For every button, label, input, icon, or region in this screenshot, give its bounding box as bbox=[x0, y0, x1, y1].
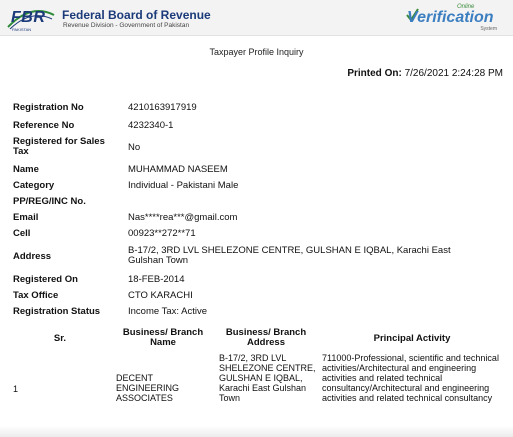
table-header-branch-address: Business/ Branch Address bbox=[225, 327, 307, 348]
value-registration-no: 4210163917919 bbox=[128, 102, 197, 113]
org-subtitle: Revenue Division - Government of Pakistan bbox=[63, 22, 190, 29]
table-cell-branch-name: DECENT ENGINEERING ASSOCIATES bbox=[116, 373, 180, 403]
label-category: Category bbox=[13, 180, 55, 191]
value-sales-tax: No bbox=[128, 142, 141, 153]
table-header-branch-name: Business/ Branch Name bbox=[122, 327, 204, 348]
label-tax-office: Tax Office bbox=[13, 290, 59, 301]
label-registration-status: Registration Status bbox=[13, 306, 101, 317]
value-registration-status: Income Tax: Active bbox=[128, 306, 208, 317]
label-reference-no: Reference No bbox=[13, 120, 75, 131]
table-cell-principal-activity: 711000-Professional, scientific and technical activities/Architectural and engineering activities and related technical consultancy/Architectural and engineering activities and related technical consultancy bbox=[322, 353, 499, 403]
value-reference-no: 4232340-1 bbox=[128, 120, 174, 131]
value-category: Individual - Pakistani Male bbox=[128, 180, 239, 191]
printed-label: Printed On: bbox=[347, 68, 402, 79]
value-registered-on: 18-FEB-2014 bbox=[128, 274, 185, 285]
value-email: Nas****rea***@gmail.com bbox=[128, 212, 238, 223]
online-verification-logo bbox=[405, 4, 505, 34]
table-header-sr: Sr. bbox=[53, 333, 67, 344]
value-tax-office: CTO KARACHI bbox=[128, 290, 193, 301]
fbr-logo-text: FBR bbox=[11, 9, 46, 26]
label-address: Address bbox=[13, 251, 52, 262]
value-name: MUHAMMAD NASEEM bbox=[128, 164, 228, 175]
printed-on bbox=[347, 68, 503, 79]
label-email: Email bbox=[13, 212, 39, 223]
app-header bbox=[0, 0, 513, 36]
label-sales-tax: Registered for Sales Tax bbox=[13, 136, 105, 157]
label-cell: Cell bbox=[13, 228, 31, 239]
label-registration-no: Registration No bbox=[13, 102, 84, 113]
fbr-logo-subtext: PAKISTAN bbox=[12, 27, 32, 32]
ov-online-text: Online bbox=[457, 4, 475, 10]
table-cell-sr: 1 bbox=[13, 384, 19, 394]
page-title: Taxpayer Profile Inquiry bbox=[209, 47, 304, 57]
label-registered-on: Registered On bbox=[13, 274, 78, 285]
value-cell: 00923**272**71 bbox=[128, 228, 196, 239]
bottom-fade bbox=[0, 426, 513, 437]
ov-system-text: System bbox=[480, 26, 497, 32]
table-cell-branch-address: B-17/2, 3RD LVL SHELEZONE CENTRE, GULSHAN E IQBAL, Karachi East Gulshan Town bbox=[219, 353, 316, 403]
org-title: Federal Board of Revenue bbox=[62, 8, 211, 22]
printed-value: 7/26/2021 2:24:28 PM bbox=[404, 68, 503, 79]
label-pp-reg-inc: PP/REG/INC No. bbox=[13, 196, 86, 207]
ov-main-text: Verification bbox=[407, 9, 494, 26]
label-name: Name bbox=[13, 164, 39, 175]
value-address: B-17/2, 3RD LVL SHELEZONE CENTRE, GULSHAN E IQBAL, Karachi East Gulshan Town bbox=[128, 245, 451, 266]
table-header-principal-activity: Principal Activity bbox=[373, 333, 451, 344]
